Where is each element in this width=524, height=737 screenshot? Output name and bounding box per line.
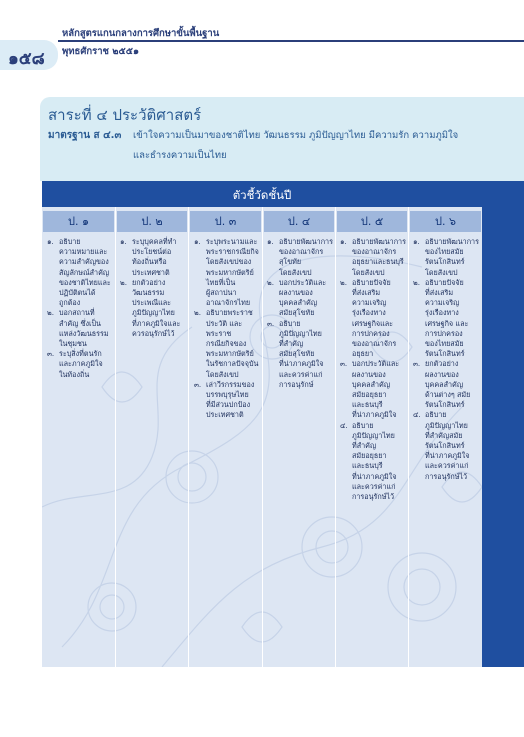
indicator-item bbox=[47, 237, 113, 308]
indicator-text-line: ในชุมชน bbox=[59, 339, 87, 349]
indicator-text-line: และควรค่าแก่ bbox=[352, 481, 396, 491]
indicator-number: ๑. bbox=[340, 237, 347, 246]
column-divider bbox=[188, 207, 189, 667]
indicator-text-line: อธิบายพระราช bbox=[206, 308, 253, 318]
indicator-text-line: บุคคลสำคัญ bbox=[425, 379, 463, 389]
indicator-number: ๔. bbox=[413, 410, 421, 420]
indicator-text-line: ความหมายและ bbox=[59, 247, 108, 257]
indicator-text-line: ภูมิปัญญาไทย bbox=[352, 430, 395, 440]
indicator-number: ๑. bbox=[120, 237, 127, 246]
indicator-item bbox=[194, 237, 260, 308]
indicator-text-line: สมัยอยุธยา bbox=[352, 390, 387, 400]
column-divider bbox=[115, 207, 116, 667]
indicator-text-line: ที่สำคัญสมัย bbox=[425, 430, 463, 440]
indicator-text-line: ประวัติ และ bbox=[206, 318, 243, 328]
indicator-text-line: ประโยชน์ต่อ bbox=[132, 247, 172, 257]
indicator-text-line: อธิบาย bbox=[352, 420, 374, 430]
column-divider bbox=[262, 207, 263, 667]
indicator-text-line: อธิบาย bbox=[425, 410, 447, 420]
indicator-text-line: ควรอนุรักษ์ไว้ bbox=[132, 328, 175, 338]
indicator-number: ๓. bbox=[47, 349, 55, 359]
indicator-text-line: ยกตัวอย่าง bbox=[425, 359, 459, 369]
indicator-item bbox=[340, 359, 406, 420]
indicator-text-line: ในท้องถิ่น bbox=[59, 369, 90, 379]
indicator-text-line: และภาคภูมิใจ bbox=[59, 359, 103, 369]
indicator-text-line: ผู้สถาปนา bbox=[206, 288, 237, 298]
column-header-p3: ป. ๓ bbox=[190, 211, 261, 232]
indicator-item bbox=[120, 278, 186, 339]
indicator-number: ๒. bbox=[120, 277, 128, 287]
indicator-text-line: อยุธยา bbox=[352, 349, 374, 359]
indicator-text-line: บอกสถานที่ bbox=[59, 308, 95, 318]
indicator-item bbox=[340, 421, 406, 503]
indicator-text-line: รัตนโกสินทร์ bbox=[425, 441, 465, 451]
indicator-text-line: อธิบาย bbox=[279, 318, 301, 328]
indicator-text-line: การปกครอง bbox=[425, 328, 463, 338]
indicator-text-line: ประเพณีและ bbox=[132, 298, 172, 308]
indicator-text-line: สำคัญ ซึ่งเป็น bbox=[59, 318, 101, 328]
standard-text-line-2: และธำรงความเป็นไทย bbox=[133, 150, 227, 161]
indicator-text-line: พระราชกรณียกิจ bbox=[206, 247, 259, 257]
indicator-text-line: ที่น่าภาคภูมิใจ bbox=[352, 471, 397, 481]
indicator-item bbox=[267, 278, 333, 319]
indicators-p6 bbox=[413, 237, 480, 482]
indicator-item bbox=[194, 308, 260, 379]
indicator-item bbox=[267, 319, 333, 390]
indicator-text-line: เล่าวีรกรรมของ bbox=[206, 379, 255, 389]
indicator-item bbox=[340, 237, 406, 278]
indicator-text-line: โดยสังเขปของ bbox=[206, 257, 252, 267]
indicator-text-line: สมัยสุโขทัย bbox=[279, 308, 315, 318]
indicator-text-line: ที่น่าภาคภูมิใจ bbox=[425, 451, 470, 461]
indicator-text-line: ในรัชกาลปัจจุบัน bbox=[206, 359, 259, 369]
indicator-item bbox=[413, 410, 480, 481]
indicator-text-line: พระมหากษัตริย์ bbox=[206, 267, 254, 277]
table-heading: ตัวชี้วัดชั้นปี bbox=[232, 188, 292, 202]
indicator-text-line: ความสำคัญของ bbox=[59, 257, 109, 267]
indicator-text-line: ของอาณาจักร bbox=[279, 247, 324, 257]
indicator-text-line: อธิบายปัจจัย bbox=[352, 277, 391, 287]
indicator-item bbox=[194, 380, 260, 421]
indicator-number: ๒. bbox=[413, 277, 421, 287]
indicator-number: ๓. bbox=[267, 318, 275, 328]
indicator-text-line: การอนุรักษ์ไว้ bbox=[425, 471, 468, 481]
indicator-text-line: ที่สำคัญ bbox=[279, 339, 304, 349]
indicator-item bbox=[413, 237, 480, 278]
curriculum-title: หลักสูตรแกนกลางการศึกษาขั้นพื้นฐาน bbox=[62, 28, 220, 39]
indicator-text-line: ภูมิปัญญาไทย bbox=[279, 328, 322, 338]
indicator-text-line: ท้องถิ่นหรือ bbox=[132, 257, 167, 267]
indicator-text-line: กรณียกิจของ bbox=[206, 339, 247, 349]
indicator-text-line: ภูมิปัญญาไทย bbox=[132, 308, 175, 318]
indicator-number: ๑. bbox=[267, 237, 274, 246]
indicator-text-line: ถูกต้อง bbox=[59, 298, 81, 308]
indicator-text-line: ของอาณาจักร bbox=[352, 339, 397, 349]
indicator-number: ๒. bbox=[194, 308, 202, 318]
indicator-text-line: บรรพบุรุษไทย bbox=[206, 390, 249, 400]
indicators-p4 bbox=[267, 237, 333, 390]
indicator-number: ๑. bbox=[47, 237, 54, 246]
indicator-text-line: ของไทยสมัย bbox=[425, 339, 464, 349]
indicator-text-line: ผลงานของ bbox=[279, 288, 313, 298]
indicator-item bbox=[413, 278, 480, 360]
indicator-item bbox=[120, 237, 186, 278]
indicator-text-line: บอกประวัติและ bbox=[352, 359, 400, 369]
indicator-text-line: ปฏิบัติตนได้ bbox=[59, 288, 96, 298]
indicator-text-line: พระราช bbox=[206, 328, 232, 338]
indicator-item bbox=[47, 349, 113, 380]
indicator-text-line: ของชาติไทยและ bbox=[59, 277, 111, 287]
indicator-text-line: สุโขทัย bbox=[279, 257, 302, 267]
indicator-text-line: สมัยสุโขทัย bbox=[279, 349, 315, 359]
indicators-p5 bbox=[340, 237, 406, 502]
indicator-text-line: ความเจริญ bbox=[425, 298, 460, 308]
indicator-number: ๓. bbox=[413, 359, 421, 369]
indicator-number: ๒. bbox=[267, 277, 275, 287]
standard-text-line-1: เข้าใจความเป็นมาของชาติไทย วัฒนธรรม ภูมิปัญญาไทย มีความรัก ความภูมิใจ bbox=[133, 130, 459, 141]
standard-label: มาตรฐาน ส ๔.๓ bbox=[48, 130, 122, 141]
indicator-number: ๓. bbox=[340, 359, 348, 369]
page-number: ๑๕๘ bbox=[8, 49, 45, 69]
indicator-number: ๒. bbox=[340, 277, 348, 287]
indicator-text-line: รัตนโกสินทร์ bbox=[425, 257, 465, 267]
indicator-text-line: โดยสังเขป bbox=[352, 267, 385, 277]
indicator-text-line: บอกประวัติและ bbox=[279, 277, 327, 287]
column-header-p6: ป. ๖ bbox=[410, 211, 481, 232]
indicator-number: ๒. bbox=[47, 308, 55, 318]
indicator-number: ๓. bbox=[194, 379, 202, 389]
indicator-text-line: โดยสังเขป bbox=[279, 267, 312, 277]
indicator-item bbox=[340, 278, 406, 360]
indicator-text-line: ยกตัวอย่าง bbox=[132, 277, 166, 287]
indicator-text-line: รุ่งเรืองทาง bbox=[352, 308, 386, 318]
indicator-text-line: รัตนโกสินทร์ bbox=[425, 400, 465, 410]
indicators-p2 bbox=[120, 237, 186, 339]
indicator-text-line: วัฒนธรรม bbox=[132, 288, 165, 298]
indicator-text-line: และควรค่าแก่ bbox=[425, 461, 469, 471]
indicator-text-line: การอนุรักษ์ไว้ bbox=[352, 492, 395, 502]
indicator-text-line: และธนบุรี bbox=[352, 461, 383, 471]
indicator-text-line: ผลงานของ bbox=[425, 369, 459, 379]
table-side-band bbox=[482, 181, 524, 667]
indicator-text-line: รุ่งเรืองทาง bbox=[425, 308, 459, 318]
indicator-text-line: อาณาจักรไทย bbox=[206, 298, 251, 308]
indicator-text-line: ที่น่าภาคภูมิใจ bbox=[279, 359, 324, 369]
column-divider bbox=[408, 207, 409, 667]
indicator-text-line: ประเทศชาติ bbox=[206, 410, 244, 420]
indicator-text-line: และธนบุรี bbox=[352, 400, 383, 410]
indicator-text-line: ระบุสิ่งที่ตนรัก bbox=[59, 349, 102, 359]
column-header-p2: ป. ๒ bbox=[117, 211, 187, 232]
indicator-text-line: บุคคลสำคัญ bbox=[352, 379, 390, 389]
indicator-text-line: โดยสังเขป bbox=[425, 267, 458, 277]
indicator-text-line: อธิบายพัฒนาการ bbox=[352, 237, 406, 246]
indicator-item bbox=[413, 359, 480, 410]
indicator-text-line: พระมหากษัตริย์ bbox=[206, 349, 254, 359]
indicator-text-line: อธิบายพัฒนาการ bbox=[425, 237, 479, 246]
column-divider bbox=[335, 207, 336, 667]
indicator-text-line: ที่ภาคภูมิใจและ bbox=[132, 318, 181, 328]
indicator-text-line: โดยสังเขป bbox=[206, 369, 239, 379]
indicator-text-line: การอนุรักษ์ bbox=[279, 379, 314, 389]
indicator-text-line: ที่สำคัญ bbox=[352, 441, 377, 451]
indicator-text-line: ระบุพระนามและ bbox=[206, 237, 258, 246]
indicator-text-line: ประเทศชาติ bbox=[132, 267, 170, 277]
indicator-item bbox=[47, 308, 113, 349]
indicator-text-line: ด้านต่างๆ สมัย bbox=[425, 390, 471, 400]
indicator-text-line: ที่ส่งเสริม bbox=[425, 288, 454, 298]
column-header-p1: ป. ๑ bbox=[43, 211, 114, 232]
indicators-p1 bbox=[47, 237, 113, 380]
indicator-text-line: ของอาณาจักร bbox=[352, 247, 397, 257]
indicator-text-line: ที่ส่งเสริม bbox=[352, 288, 381, 298]
header-rule bbox=[58, 40, 524, 42]
indicator-text-line: ผลงานของ bbox=[352, 369, 386, 379]
indicator-text-line: สมัยอยุธยา bbox=[352, 451, 387, 461]
indicator-text-line: ภูมิปัญญาไทย bbox=[425, 420, 468, 430]
indicator-text-line: ความเจริญ bbox=[352, 298, 387, 308]
strand-title: สาระที่ ๔ ประวัติศาสตร์ bbox=[48, 106, 202, 124]
indicator-text-line: อธิบายพัฒนาการ bbox=[279, 237, 333, 246]
column-header-p5: ป. ๕ bbox=[337, 211, 407, 232]
indicator-text-line: เศรษฐกิจ และ bbox=[425, 318, 469, 328]
indicator-text-line: การปกครอง bbox=[352, 328, 390, 338]
indicator-text-line: ไทยที่เป็น bbox=[206, 277, 236, 287]
indicators-p3 bbox=[194, 237, 260, 421]
indicator-text-line: และควรค่าแก่ bbox=[279, 369, 323, 379]
indicator-text-line: ที่น่าภาคภูมิใจ bbox=[352, 410, 397, 420]
indicator-number: ๑. bbox=[194, 237, 201, 246]
indicator-text-line: อยุธยาและธนบุรี bbox=[352, 257, 404, 267]
indicator-text-line: อธิบาย bbox=[59, 237, 81, 246]
indicator-text-line: รัตนโกสินทร์ bbox=[425, 349, 465, 359]
indicator-number: ๔. bbox=[340, 420, 348, 430]
indicator-item bbox=[267, 237, 333, 278]
indicator-text-line: เศรษฐกิจและ bbox=[352, 318, 394, 328]
indicator-text-line: แหล่งวัฒนธรรม bbox=[59, 328, 109, 338]
indicator-text-line: ระบุบุคคลที่ทำ bbox=[132, 237, 177, 246]
curriculum-year: พุทธศักราช ๒๕๕๑ bbox=[62, 46, 139, 57]
indicator-number: ๑. bbox=[413, 237, 420, 246]
indicator-text-line: อธิบายปัจจัย bbox=[425, 277, 464, 287]
indicator-text-line: ที่มีส่วนปกป้อง bbox=[206, 400, 251, 410]
indicator-text-line: ของไทยสมัย bbox=[425, 247, 464, 257]
indicator-text-line: สัญลักษณ์สำคัญ bbox=[59, 267, 110, 277]
indicator-text-line: บุคคลสำคัญ bbox=[279, 298, 317, 308]
column-header-p4: ป. ๔ bbox=[264, 211, 334, 232]
